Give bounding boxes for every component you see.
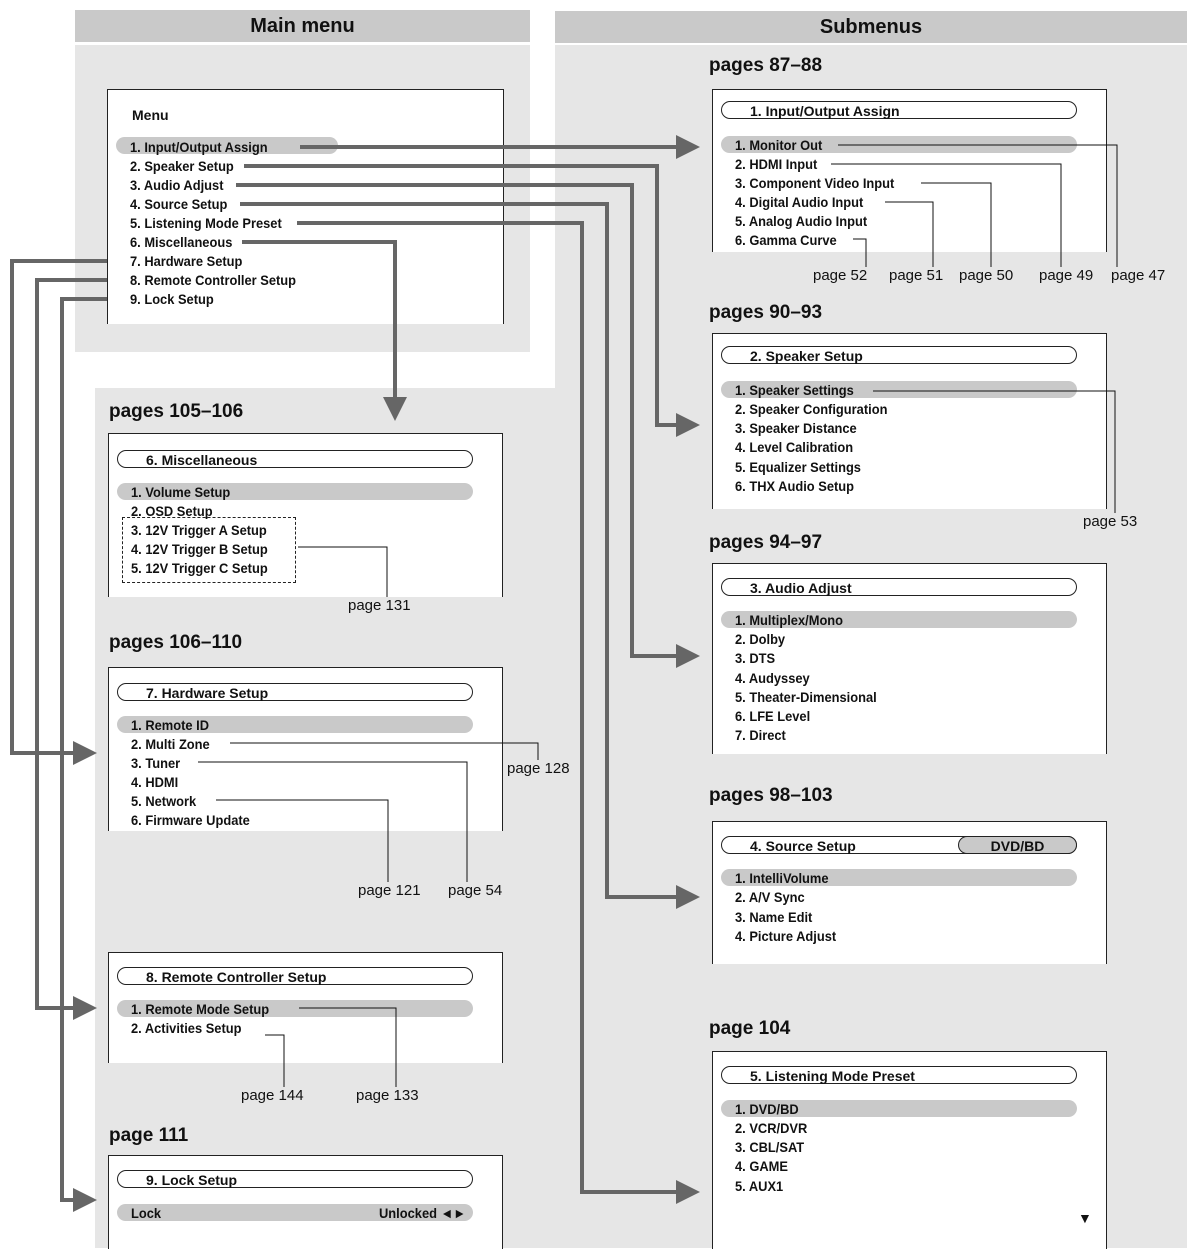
- main-menu-item-7[interactable]: 7. Hardware Setup: [130, 253, 243, 269]
- submenus-header: Submenus: [555, 11, 1187, 43]
- listening-item-2[interactable]: 2. VCR/DVR: [735, 1120, 808, 1136]
- io-ref-page-47: page 47: [1111, 267, 1166, 284]
- listening-item-4[interactable]: 4. GAME: [735, 1158, 788, 1174]
- hardware-item-4[interactable]: 4. HDMI: [131, 774, 179, 790]
- main-menu-item-8[interactable]: 8. Remote Controller Setup: [130, 272, 297, 288]
- io-menu-box: [712, 89, 1107, 252]
- source-item-3[interactable]: 3. Name Edit: [735, 909, 813, 925]
- misc-section-title: pages 105–106: [109, 401, 244, 422]
- hardware-section-title: pages 106–110: [109, 632, 243, 653]
- misc-item-3[interactable]: 3. 12V Trigger A Setup: [131, 522, 267, 538]
- source-item-4[interactable]: 4. Picture Adjust: [735, 928, 837, 944]
- main-menu-item-4[interactable]: 4. Source Setup: [130, 196, 228, 212]
- main-menu-item-9[interactable]: 9. Lock Setup: [130, 291, 214, 307]
- hardware-item-5[interactable]: 5. Network: [131, 793, 197, 809]
- remote-ref-page-144: page 144: [241, 1087, 304, 1104]
- menu-title: Menu: [132, 107, 169, 123]
- audio-menu-box: [712, 563, 1107, 754]
- audio-item-1[interactable]: 1. Multiplex/Mono: [735, 612, 844, 628]
- listening-item-5[interactable]: 5. AUX1: [735, 1178, 784, 1194]
- source-menu-box: [712, 821, 1107, 964]
- speaker-item-2[interactable]: 2. Speaker Configuration: [735, 401, 888, 417]
- speaker-menu-box: [712, 333, 1107, 509]
- speaker-ref-page-53: page 53: [1083, 513, 1138, 530]
- speaker-item-1[interactable]: 1. Speaker Settings: [735, 382, 854, 398]
- io-item-5[interactable]: 5. Analog Audio Input: [735, 213, 868, 229]
- hardware-item-3[interactable]: 3. Tuner: [131, 755, 181, 771]
- speaker-item-6[interactable]: 6. THX Audio Setup: [735, 478, 855, 494]
- remote-menu-title: 8. Remote Controller Setup: [117, 967, 473, 985]
- io-menu-title: 1. Input/Output Assign: [721, 101, 1077, 119]
- scroll-down-icon[interactable]: ▼: [1078, 1210, 1092, 1226]
- io-item-1[interactable]: 1. Monitor Out: [735, 137, 823, 153]
- audio-item-2[interactable]: 2. Dolby: [735, 631, 786, 647]
- listening-item-1[interactable]: 1. DVD/BD: [735, 1101, 799, 1117]
- hardware-menu-title: 7. Hardware Setup: [117, 683, 473, 701]
- misc-item-2[interactable]: 2. OSD Setup: [131, 503, 213, 519]
- source-section-title: pages 98–103: [709, 785, 833, 806]
- main-menu-item-3[interactable]: 3. Audio Adjust: [130, 177, 224, 193]
- audio-item-4[interactable]: 4. Audyssey: [735, 670, 810, 686]
- speaker-item-3[interactable]: 3. Speaker Distance: [735, 420, 857, 436]
- audio-item-7[interactable]: 7. Direct: [735, 727, 786, 743]
- audio-item-6[interactable]: 6. LFE Level: [735, 708, 811, 724]
- lock-menu-box: [108, 1155, 503, 1249]
- io-item-2[interactable]: 2. HDMI Input: [735, 156, 818, 172]
- hardware-ref-page-121: page 121: [358, 882, 421, 899]
- audio-item-3[interactable]: 3. DTS: [735, 650, 776, 666]
- io-item-4[interactable]: 4. Digital Audio Input: [735, 194, 864, 210]
- misc-item-4[interactable]: 4. 12V Trigger B Setup: [131, 541, 268, 557]
- main-menu-item-6[interactable]: 6. Miscellaneous: [130, 234, 233, 250]
- hardware-item-2[interactable]: 2. Multi Zone: [131, 736, 210, 752]
- listening-item-3[interactable]: 3. CBL/SAT: [735, 1139, 805, 1155]
- speaker-section-title: pages 90–93: [709, 302, 823, 323]
- main-menu-header: Main menu: [75, 10, 530, 42]
- speaker-menu-title: 2. Speaker Setup: [721, 346, 1077, 364]
- speaker-item-5[interactable]: 5. Equalizer Settings: [735, 459, 861, 475]
- lock-menu-title: 9. Lock Setup: [117, 1170, 473, 1188]
- source-badge: DVD/BD: [958, 836, 1077, 854]
- lock-section-title: page 111: [109, 1125, 189, 1146]
- hardware-item-6[interactable]: 6. Firmware Update: [131, 812, 250, 828]
- speaker-item-4[interactable]: 4. Level Calibration: [735, 439, 854, 455]
- misc-ref-page-131: page 131: [348, 597, 411, 614]
- audio-menu-title: 3. Audio Adjust: [721, 578, 1077, 596]
- audio-section-title: pages 94–97: [709, 532, 823, 553]
- misc-item-5[interactable]: 5. 12V Trigger C Setup: [131, 560, 268, 576]
- main-menu-box: [107, 89, 504, 324]
- main-menu-item-5[interactable]: 5. Listening Mode Preset: [130, 215, 282, 231]
- io-section-title: pages 87–88: [709, 55, 823, 76]
- listening-section-title: page 104: [709, 1018, 791, 1039]
- remote-ref-page-133: page 133: [356, 1087, 419, 1104]
- lock-label: Lock: [131, 1205, 162, 1221]
- hardware-menu-box: [108, 667, 503, 831]
- io-item-3[interactable]: 3. Component Video Input: [735, 175, 895, 191]
- misc-menu-box: [108, 433, 503, 597]
- listening-menu-title: 5. Listening Mode Preset: [721, 1066, 1077, 1084]
- io-item-6[interactable]: 6. Gamma Curve: [735, 232, 837, 248]
- listening-menu-box: [712, 1051, 1107, 1249]
- io-ref-page-49: page 49: [1039, 267, 1094, 284]
- lock-value[interactable]: Unlocked ◄►: [379, 1205, 467, 1221]
- source-item-2[interactable]: 2. A/V Sync: [735, 889, 805, 905]
- main-menu-item-2[interactable]: 2. Speaker Setup: [130, 158, 234, 174]
- remote-menu-box: [108, 952, 503, 1063]
- remote-item-1[interactable]: 1. Remote Mode Setup: [131, 1001, 270, 1017]
- audio-item-5[interactable]: 5. Theater-Dimensional: [735, 689, 877, 705]
- source-item-1[interactable]: 1. IntelliVolume: [735, 870, 829, 886]
- misc-item-1[interactable]: 1. Volume Setup: [131, 484, 231, 500]
- io-ref-page-50: page 50: [959, 267, 1014, 284]
- main-menu-item-1[interactable]: 1. Input/Output Assign: [130, 139, 268, 155]
- remote-item-2[interactable]: 2. Activities Setup: [131, 1020, 242, 1036]
- misc-menu-title: 6. Miscellaneous: [117, 450, 473, 468]
- io-ref-page-51: page 51: [889, 267, 944, 284]
- hardware-ref-page-128: page 128: [507, 760, 570, 777]
- source-menu-title: 4. Source Setup: [721, 836, 1077, 854]
- hardware-ref-page-54: page 54: [448, 882, 503, 899]
- hardware-item-1[interactable]: 1. Remote ID: [131, 717, 210, 733]
- io-ref-page-52: page 52: [813, 267, 868, 284]
